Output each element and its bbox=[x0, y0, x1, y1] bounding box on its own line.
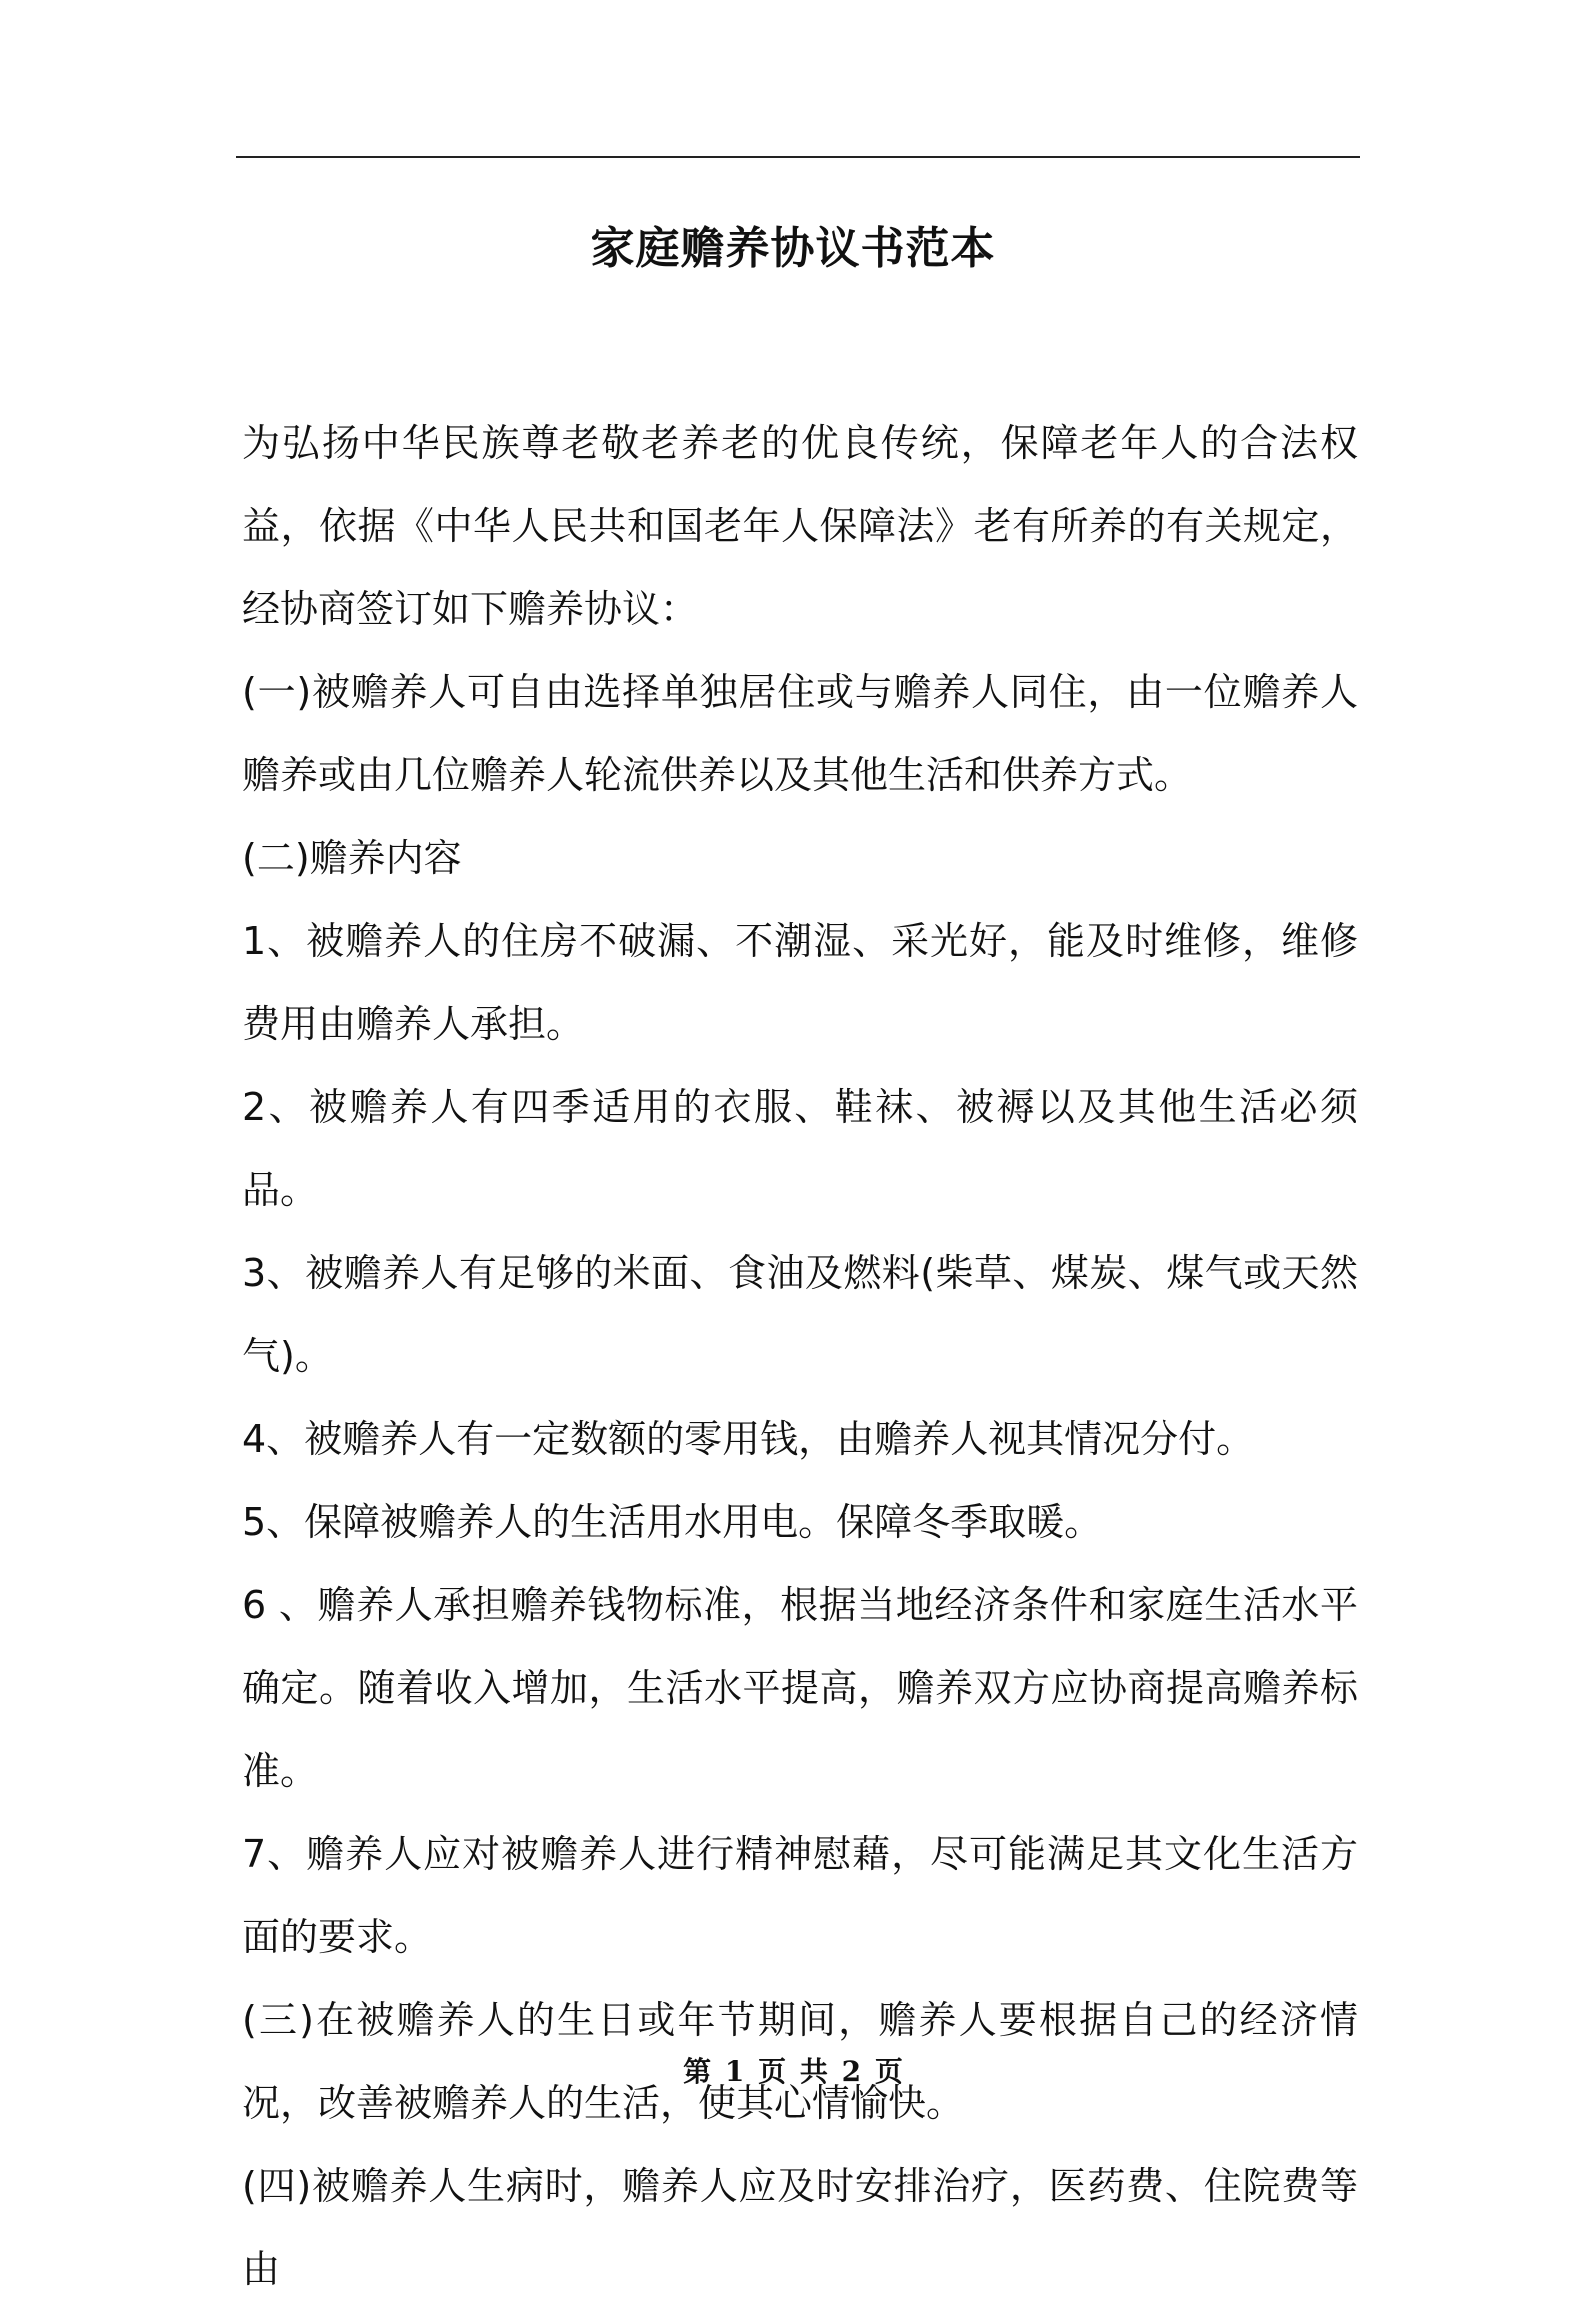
paragraph-item-3: 3、被赡养人有足够的米面、食油及燃料(柴草、煤炭、煤气或天然气)。 bbox=[242, 1251, 1358, 1378]
document-body bbox=[242, 402, 1358, 2311]
paragraph-item-5: 5、保障被赡养人的生活用水用电。保障冬季取暖。 bbox=[242, 1500, 1103, 1544]
paragraph-item-6: 6 、赡养人承担赡养钱物标准，根据当地经济条件和家庭生活水平确定。随着收入增加，生活水平提高，赡养双方应协商提高赡养标准。 bbox=[242, 1583, 1358, 1793]
paragraph-section-3: (三)在被赡养人的生日或年节期间，赡养人要根据自己的经济情况，改善被赡养人的生活，使其心情愉快。 bbox=[242, 1998, 1358, 2125]
header-rule bbox=[236, 156, 1360, 158]
document-title: 家庭赡养协议书范本 bbox=[590, 223, 996, 274]
paragraph-item-1: 1、被赡养人的住房不破漏、不潮湿、采光好，能及时维修，维修费用由赡养人承担。 bbox=[242, 919, 1358, 1046]
page-number-footer: 第 1 页 共 2 页 bbox=[683, 2055, 903, 2088]
paragraph-section-4: (四)被赡养人生病时，赡养人应及时安排治疗，医药费、住院费等由 bbox=[242, 2164, 1358, 2291]
paragraph-item-4: 4、被赡养人有一定数额的零用钱，由赡养人视其情况分付。 bbox=[242, 1417, 1255, 1461]
paragraph-section-2-heading: (二)赡养内容 bbox=[242, 836, 462, 880]
paragraph-item-2: 2、被赡养人有四季适用的衣服、鞋袜、被褥以及其他生活必须品。 bbox=[242, 1085, 1358, 1212]
paragraph-section-1: (一)被赡养人可自由选择单独居住或与赡养人同住，由一位赡养人赡养或由几位赡养人轮流供养以及其他生活和供养方式。 bbox=[242, 670, 1358, 797]
paragraph-intro: 为弘扬中华民族尊老敬老养老的优良传统，保障老年人的合法权益，依据《中华人民共和国老年人保障法》老有所养的有关规定，经协商签订如下赡养协议： bbox=[242, 421, 1358, 631]
paragraph-item-7: 7、赡养人应对被赡养人进行精神慰藉，尽可能满足其文化生活方面的要求。 bbox=[242, 1832, 1358, 1959]
